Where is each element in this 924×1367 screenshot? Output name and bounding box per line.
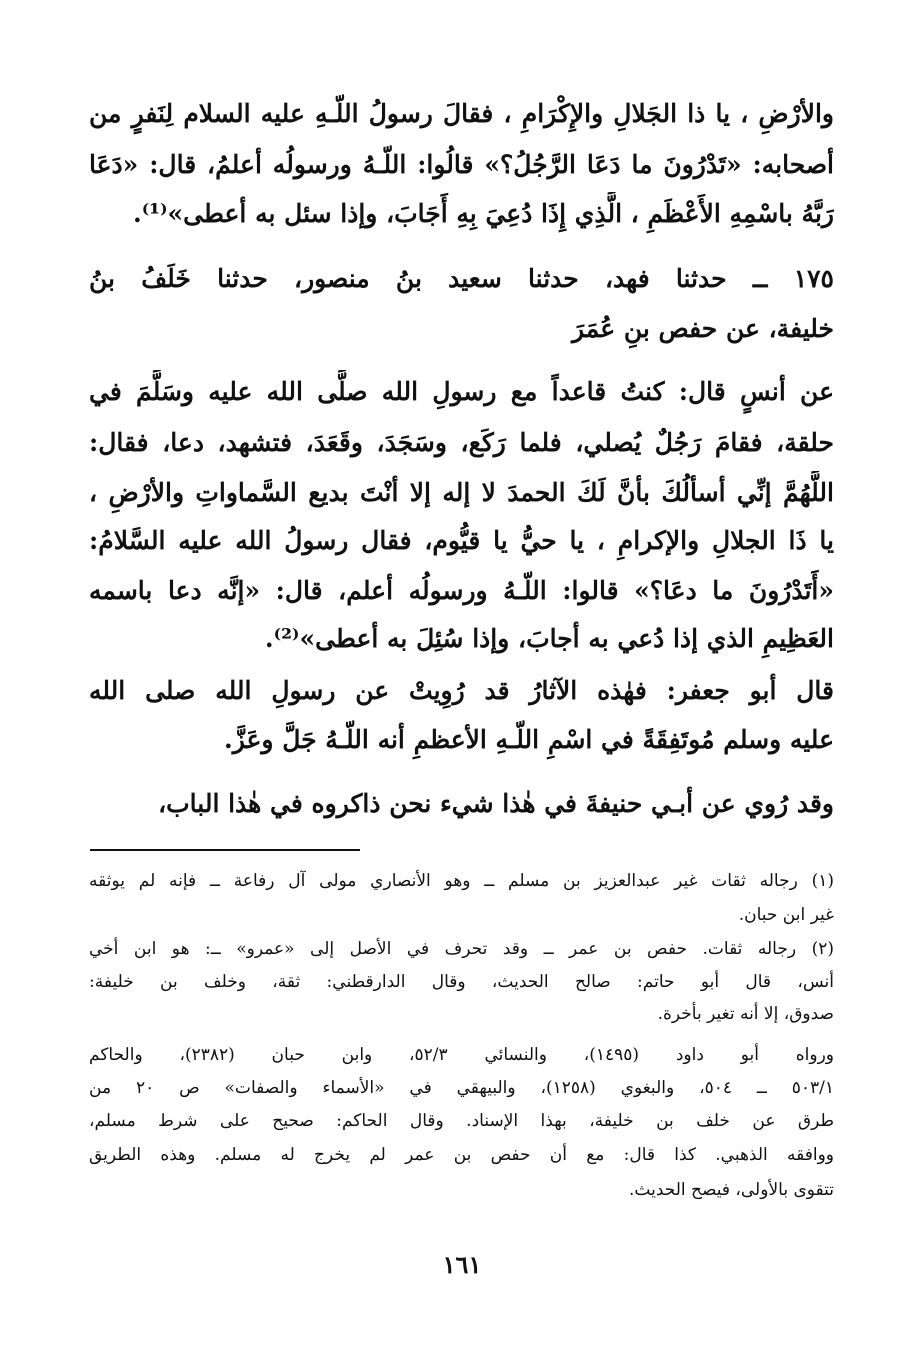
footnote-line: (٢) رجاله ثقات. حفص بن عمر ــ وقد تحرف في الأصل إلى «عمرو» ــ: هو ابن أخي — [89, 939, 834, 959]
footnote-line: ٥٠٣/١ ــ ٥٠٤، والبغوي (١٢٥٨)، والبيهقي في «الأسماء والصفات» ص ٢٠ من — [89, 1078, 834, 1098]
text-line: عليه وسلم مُوتَفِقَةً في اسْمِ اللّـهِ الأعظمِ أنه اللّـهُ جَلَّ وعَزَّ. — [224, 725, 834, 754]
footnote-line: (١) رجاله ثقات غير عبدالعزيز بن مسلم ــ وهو الأنصاري مولى آل رفاعة ــ فإنه لم يوثقه — [89, 871, 834, 891]
text-line: رَبَّهُ باسْمِهِ الأَعْظَمِ ، الَّذِي إِذَا دُعِيَ بِهِ أَجَابَ، وإذا سئل به أعطى»⁽¹⁾. — [132, 199, 834, 228]
text-line: قال أبو جعفر: فهٰذه الآثارُ قد رُوِيتْ عن رسولِ الله صلى الله — [89, 676, 834, 705]
footnote-line: تتقوى بالأولى، فيصح الحديث. — [628, 1180, 834, 1200]
footnote-separator — [90, 849, 360, 851]
text-line: وقد رُوي عن أبـي حنيفةَ في هٰذا شيء نحن ذاكروه في هٰذا الباب، — [158, 789, 834, 818]
footnote-line: غير ابن حبان. — [738, 905, 834, 925]
text-line: يا ذَا الجلالِ والإكرامِ ، يا حيُّ يا قيُّوم، فقال رسولُ الله عليه السَّلامُ: — [89, 526, 834, 555]
text-line: اللَّهُمَّ إنِّي أسألُكَ بأنَّ لَكَ الحمدَ لا إله إلا أنْتَ بديع السَّماواتِ والأرْضِ ، — [89, 478, 834, 507]
text-line: «أَتَدْرُونَ ما دعَا؟» قالوا: اللّـهُ ورسولُه أعلم، قال: «إنَّه دعا باسمه — [89, 576, 834, 605]
text-line: عن أنسٍ قال: كنتُ قاعداً مع رسولِ الله صلَّى الله عليه وسَلَّمَ في — [89, 377, 834, 406]
footnote-line: ورواه أبو داود (١٤٩٥)، والنسائي ٥٢/٣، وابن حبان (٢٣٨٢)، والحاكم — [89, 1045, 834, 1065]
text-line: حلقة، فقامَ رَجُلٌ يُصلي، فلما رَكَع، وسَجَدَ، وقَعَدَ، فتشهد، دعا، فقال: — [89, 428, 834, 457]
footnote-line: صدوق، إلا أنه تغير بأخرة. — [657, 1004, 834, 1024]
text-line: أصحابه: «تَدْرُونَ ما دَعَا الرَّجُلُ؟» قالُوا: اللّـهُ ورسولُه أعلمُ، قال: «دَعَا — [89, 150, 834, 179]
hadith-175-header: ١٧٥ ــ حدثنا فهد، حدثنا سعيد بنُ منصور، حدثنا خَلَفُ بنُ — [89, 264, 834, 293]
text-line: العَظِيمِ الذي إذا دُعي به أجابَ، وإذا سُئِلَ به أعطى»⁽²⁾. — [264, 624, 834, 653]
footnote-line: أنس، قال أبو حاتم: صالح الحديث، وقال الدارقطني: ثقة، وخلف بن خليفة: — [89, 972, 834, 992]
footnote-line: ووافقه الذهبي. كذا قال: مع أن حفص بن عمر لم يخرج له مسلم. وهذه الطريق — [89, 1145, 834, 1165]
text-line: خليفة، عن حفص بنِ عُمَرَ — [571, 314, 834, 343]
page-number: ١٦١ — [442, 1250, 482, 1279]
footnote-line: طرق عن خلف بن خليفة، بهذا الإسناد. وقال الحاكم: صحيح على شرط مسلم، — [89, 1111, 834, 1131]
text-line: والأرْضِ ، يا ذا الجَلالِ والإِكْرَامِ ، فقالَ رسولُ اللّـهِ عليه السلام لِنَفرٍ من — [89, 99, 834, 128]
